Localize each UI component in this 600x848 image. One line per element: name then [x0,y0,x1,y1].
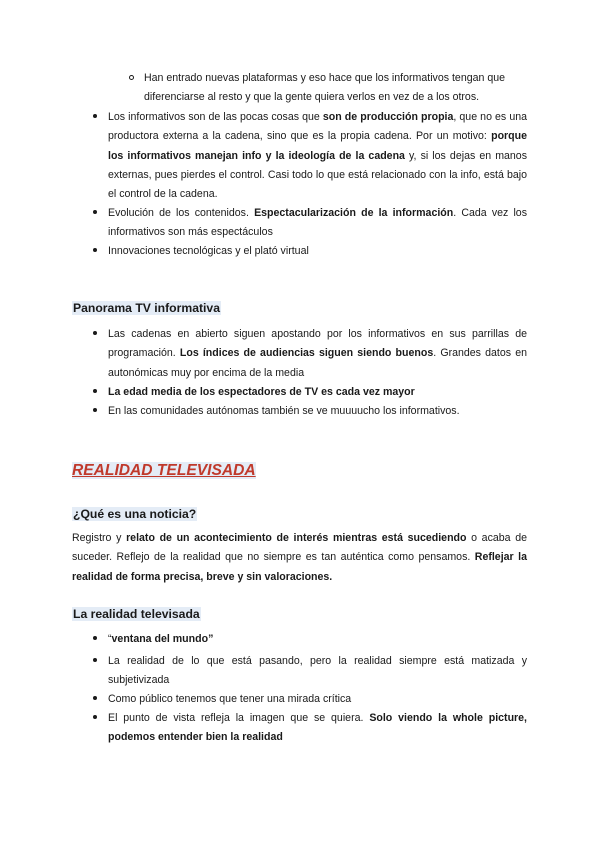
list-item-produccion-propia: Los informativos son de las pocas cosas que son de producción propia, que no es una productora externa a la cadena, sino que es la propia cadena. Por un motivo: porque los informativos manejan info y la ideología de la cadena y, si los dejas en manos externas, pues pierdes el control. Casi todo lo que está relacionado con la info, está bajo el control de la cadena. [108,108,527,204]
list-item-evolucion: Evolución de los contenidos. Espectacularización de la información. Cada vez los informativos son más espectáculos [108,204,527,243]
list-item-edad-media: La edad media de los espectadores de TV es cada vez mayor [108,383,527,402]
bullet-icon [89,108,101,127]
paragraph-noticia: Registro y relato de un acontecimiento de interés mientras está sucediendo o acaba de suceder. Reflejo de la realidad que no siempre es tan auténtica como pensamos. Reflejar la realidad de forma precisa, breve y sin valoraciones. [72,532,527,583]
subitem-line1: Han entrado nuevas plataformas y eso hace que los informativos tengan que [144,72,505,84]
bullet-icon [89,204,101,223]
bullet-icon [89,690,101,709]
list-item-comunidades: En las comunidades autónomas también se ve muuuucho los informativos. [108,402,527,421]
list-item-mirada-critica: Como público tenemos que tener una mirada crítica [108,690,527,709]
bullet-icon [89,242,101,261]
section-title-realidad: REALIDAD TELEVISADA [72,462,256,479]
heading-realidad-televisada: La realidad televisada [73,607,200,621]
list-item-punto-de-vista: El punto de vista refleja la imagen que se quiera. Solo viendo la whole picture, podemos entender bien la realidad [108,709,527,748]
list-item-cadenas: Las cadenas en abierto siguen apostando por los informativos en sus parrillas de programación. Los índices de audiencias siguen siendo buenos. Grandes datos en autonómicas muy por encima de la media [108,325,527,383]
subitem-line2: diferenciarse al resto y que la gente quiera verlos en vez de a los otros. [144,91,480,104]
heading-noticia: ¿Qué es una noticia? [73,507,197,521]
bullet-icon [89,652,101,671]
hollow-bullet-icon [125,69,137,88]
heading-panorama: Panorama TV informativa [73,301,220,315]
bullet-icon [89,402,101,421]
list-item-ventana: “ventana del mundo” [108,630,527,649]
list-subitem-platforms [144,69,528,108]
list-item-matizada: La realidad de lo que está pasando, pero la realidad siempre está matizada y subjetivizada [108,652,527,691]
bullet-icon [89,383,101,402]
bullet-icon [89,630,101,649]
bullet-icon [89,709,101,728]
list-item-innovaciones: Innovaciones tecnológicas y el plató virtual [108,242,527,261]
bullet-icon [89,325,101,344]
